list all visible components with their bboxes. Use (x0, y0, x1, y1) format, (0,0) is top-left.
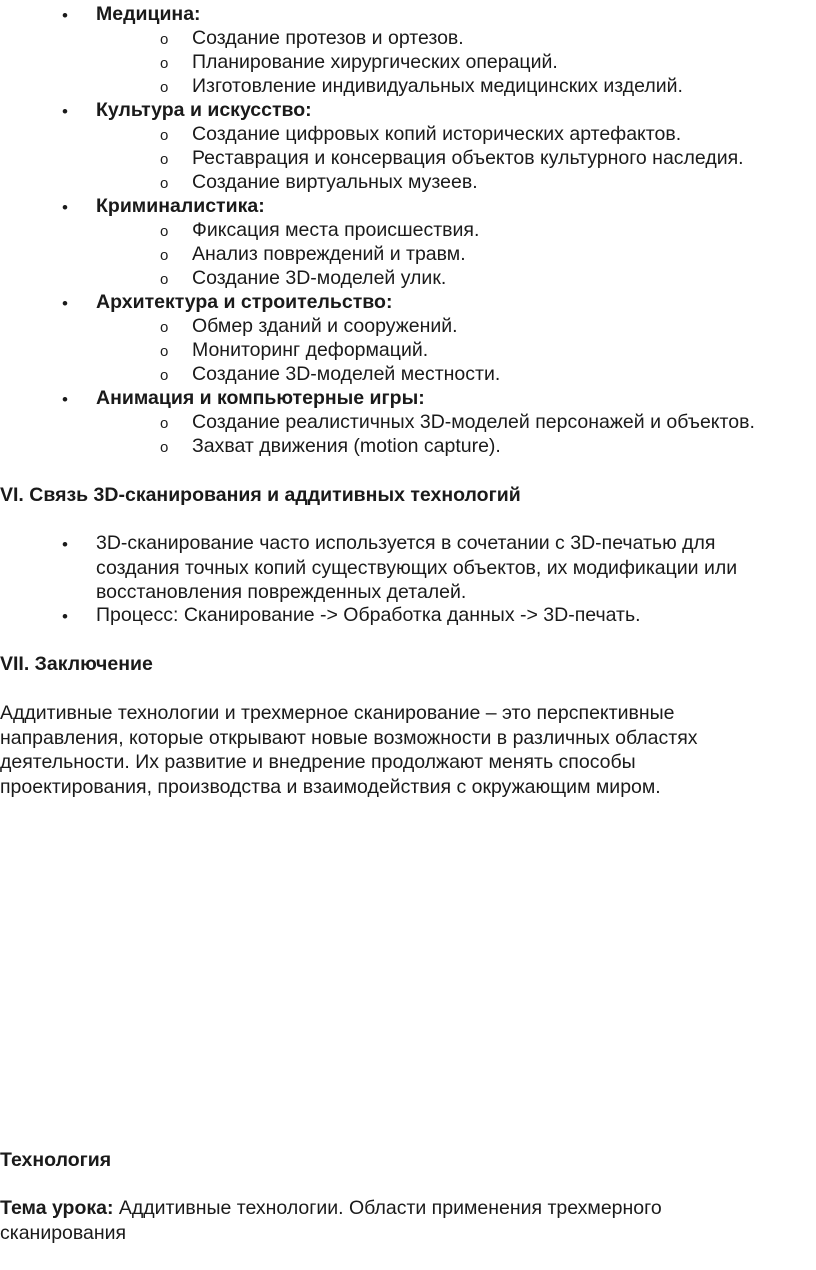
sub-bullet: o (160, 55, 169, 72)
sub-bullet: o (160, 175, 169, 192)
list-item: Процесс: Сканирование -> Обработка данных -> 3D-печать. (96, 604, 641, 626)
sub-bullet: o (160, 31, 169, 48)
topic-text: Аддитивные технологии. Области применения трехмерного сканирования (0, 1197, 662, 1244)
list-item: Планирование хирургических операций. (192, 51, 558, 73)
list-item: Реставрация и консервация объектов культурного наследия. (192, 147, 744, 169)
area-title-architecture: Архитектура и строительство: (96, 291, 393, 313)
list-item: Создание цифровых копий исторических артефактов. (192, 123, 682, 145)
sub-bullet: o (160, 247, 169, 264)
list-bullet: • (62, 198, 68, 217)
list-item: 3D-сканирование часто используется в сочетании с 3D-печатью для создания точных копий существующих объектов, их модификации или восстановления поврежденных деталей. (96, 532, 738, 603)
list-item: Создание реалистичных 3D-моделей персонажей и объектов. (192, 411, 755, 433)
list-item: Мониторинг деформаций. (192, 339, 429, 361)
area-title-forensics: Криминалистика: (96, 195, 265, 217)
section-heading-vi: VI. Связь 3D-сканирования и аддитивных технологий (0, 484, 521, 506)
sub-bullet: o (160, 343, 169, 360)
sub-bullet: o (160, 367, 169, 384)
list-bullet: • (62, 102, 68, 121)
list-item: Создание протезов и ортезов. (192, 27, 464, 49)
lesson-topic (0, 1196, 760, 1245)
area-title-culture: Культура и искусство: (96, 99, 312, 121)
area-title-animation: Анимация и компьютерные игры: (96, 387, 425, 409)
list-item: Создание виртуальных музеев. (192, 171, 478, 193)
sub-bullet: o (160, 151, 169, 168)
list-bullet: • (62, 390, 68, 409)
list-bullet: • (62, 6, 68, 25)
sub-bullet: o (160, 271, 169, 288)
sub-bullet: o (160, 223, 169, 240)
topic-label: Тема урока: (0, 1197, 114, 1219)
sub-bullet: o (160, 439, 169, 456)
sub-bullet: o (160, 415, 169, 432)
area-title-medicine: Медицина: (96, 3, 201, 25)
list-item: Создание 3D-моделей улик. (192, 267, 447, 289)
list-bullet: • (62, 294, 68, 313)
list-item: Захват движения (motion capture). (192, 435, 501, 457)
sub-bullet: o (160, 319, 169, 336)
list-bullet: • (62, 607, 68, 626)
list-item: Создание 3D-моделей местности. (192, 363, 501, 385)
sub-bullet: o (160, 127, 169, 144)
list-item: Обмер зданий и сооружений. (192, 315, 458, 337)
list-item: Изготовление индивидуальных медицинских изделий. (192, 75, 683, 97)
list-item: Анализ повреждений и травм. (192, 243, 466, 265)
list-bullet: • (62, 535, 68, 554)
subject-title: Технология (0, 1149, 112, 1171)
conclusion-paragraph: Аддитивные технологии и трехмерное сканирование – это перспективные направления, которые открывают новые возможности в различных областях деятельности. Их развитие и внедрение продолжают менять способы проектирования, производства и взаимодействия с окружающим миром. (0, 702, 698, 798)
section-heading-vii: VII. Заключение (0, 653, 153, 675)
list-item: Фиксация места происшествия. (192, 219, 480, 241)
sub-bullet: o (160, 79, 169, 96)
